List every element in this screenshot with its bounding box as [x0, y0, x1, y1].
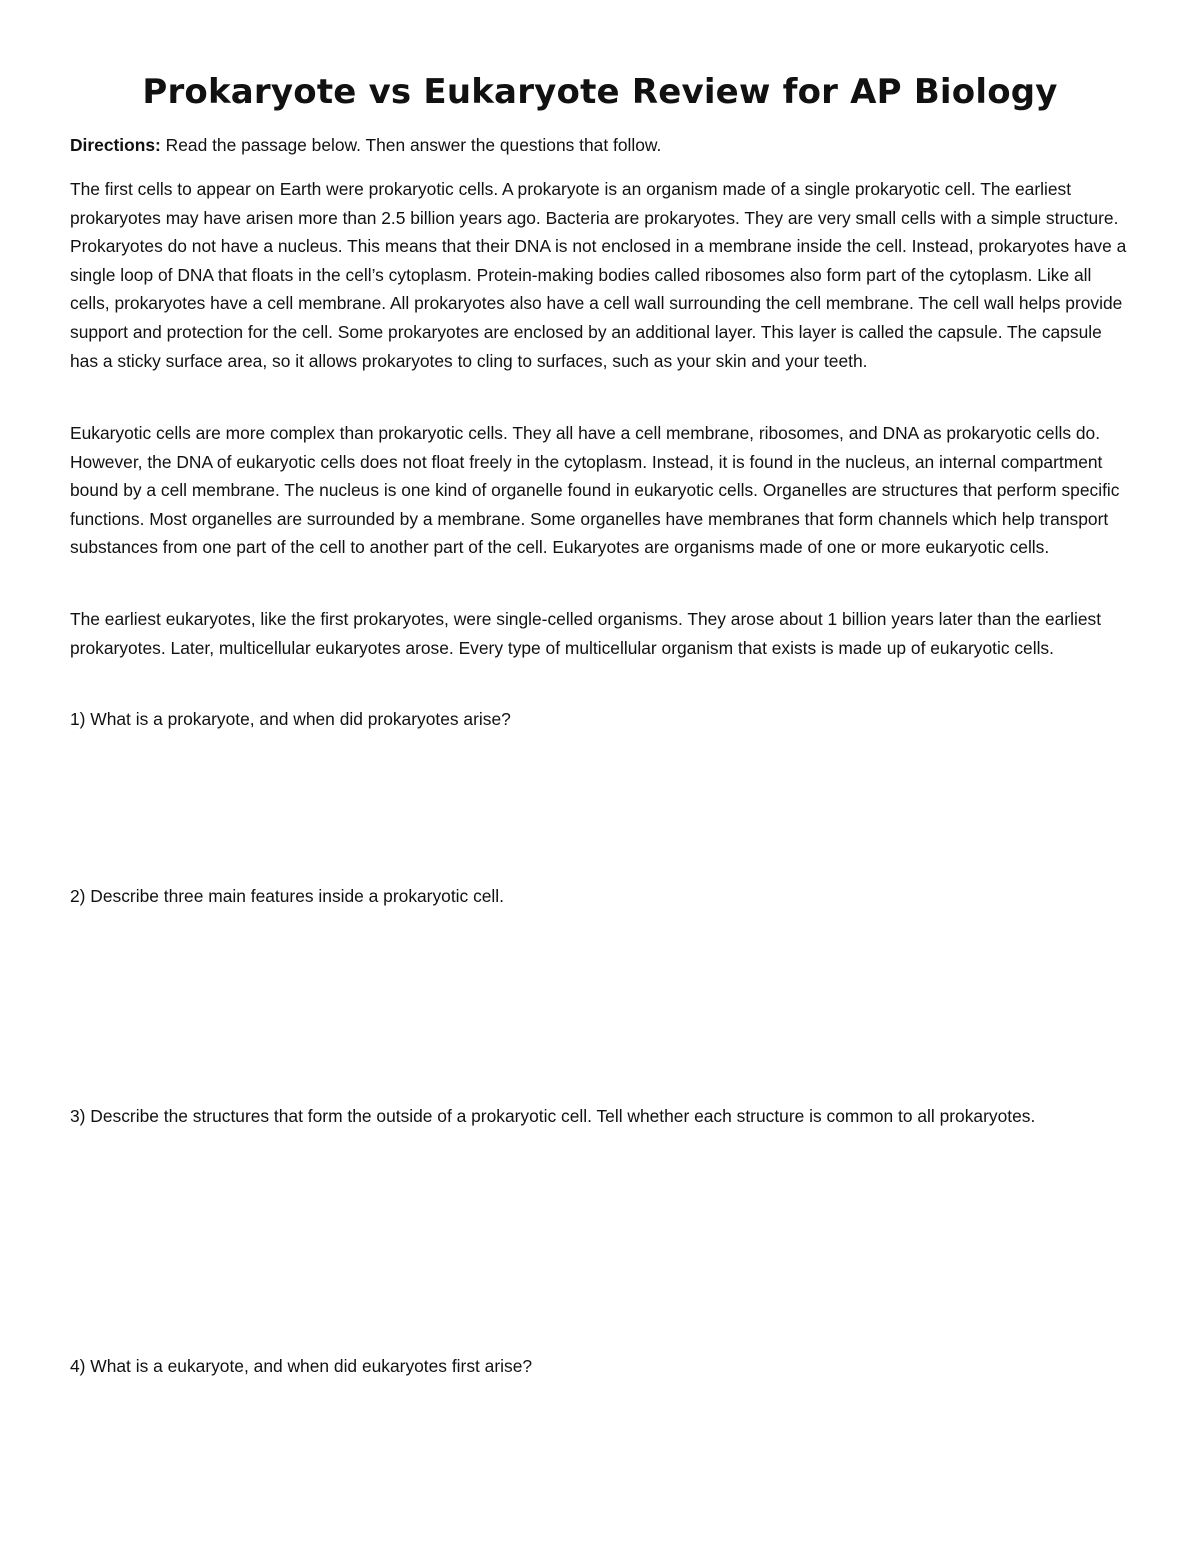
passage-paragraph-prokaryotes: The first cells to appear on Earth were prokaryotic cells. A prokaryote is an organism made of a single prokaryotic cell. The earliest prokaryotes may have arisen more than 2.5 billion years ago. Bacteria are prokaryotes. They are very small cells with a simple structure. Prokaryotes do not have a nucleus. This means that their DNA is not enclosed in a membrane inside the cell. Instead, prokaryotes have a single loop of DNA that floats in the cell’s cytoplasm. Protein-making bodies called ribosomes also form part of the cytoplasm. Like all cells, prokaryotes have a cell membrane. All prokaryotes also have a cell wall surrounding the cell membrane. The cell wall helps provide support and protection for the cell. Some prokaryotes are enclosed by an additional layer. This layer is called the capsule. The capsule has a sticky surface area, so it allows prokaryotes to cling to surfaces, such as your skin and your teeth. [70, 179, 1127, 371]
passage-paragraph-earliest-eukaryotes: The earliest eukaryotes, like the first prokaryotes, were single-celled organisms. They arose about 1 billion years later than the earliest prokaryotes. Later, multicellular eukaryotes arose. Every type of multicellular organism that exists is made up of eukaryotic cells. [70, 609, 1102, 658]
directions-label: Directions: [70, 135, 161, 155]
directions-line [70, 131, 1130, 160]
question-2: 2) Describe three main features inside a prokaryotic cell. [70, 886, 504, 906]
question-1: 1) What is a prokaryote, and when did prokaryotes arise? [70, 709, 511, 729]
question-4: 4) What is a eukaryote, and when did eukaryotes first arise? [70, 1356, 533, 1376]
question-3: 3) Describe the structures that form the outside of a prokaryotic cell. Tell whether each structure is common to all prokaryotes. [70, 1106, 1036, 1126]
page-title: Prokaryote vs Eukaryote Review for AP Biology [142, 72, 1058, 112]
passage-paragraph-eukaryotes: Eukaryotic cells are more complex than prokaryotic cells. They all have a cell membrane, ribosomes, and DNA as prokaryotic cells do. However, the DNA of eukaryotic cells does not float freely in the cytoplasm. Instead, it is found in the nucleus, an internal compartment bound by a cell membrane. The nucleus is one kind of organelle found in eukaryotic cells. Organelles are structures that perform specific functions. Most organelles are surrounded by a membrane. Some organelles have membranes that form channels which help transport substances from one part of the cell to another part of the cell. Eukaryotes are organisms made of one or more eukaryotic cells. [70, 423, 1120, 558]
directions-text: Read the passage below. Then answer the questions that follow. [160, 135, 662, 155]
